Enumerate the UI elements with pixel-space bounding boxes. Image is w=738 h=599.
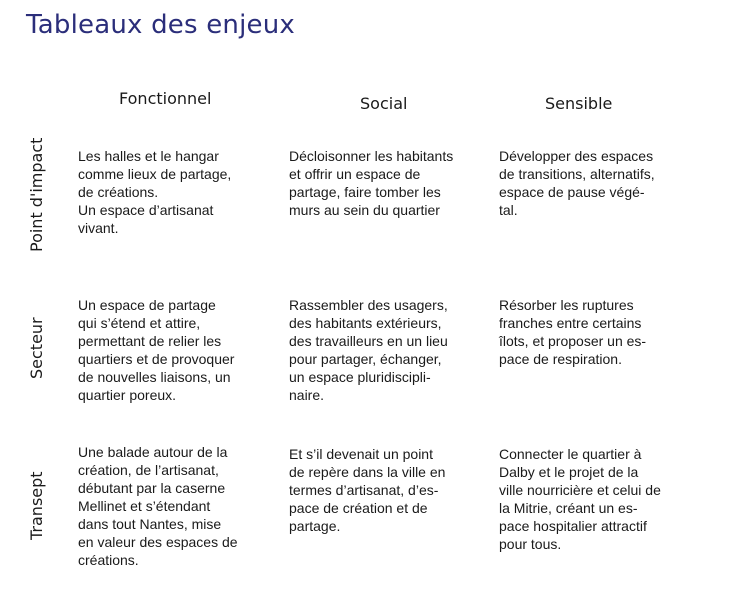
cell-secteur-fonctionnel <box>78 296 234 404</box>
cell-line: naire. <box>289 387 325 403</box>
cell-line: espace de pause végé- <box>499 184 645 200</box>
cell-line: qui s’étend et attire, <box>78 315 201 331</box>
cell-line: Un espace d’artisanat <box>78 202 214 218</box>
cell-line: tal. <box>499 202 518 218</box>
cell-transept-sensible <box>499 445 661 553</box>
cell-line: Dalby et le projet de la <box>499 464 639 480</box>
cell-line: de créations. <box>78 184 159 200</box>
cell-line: franches entre certains <box>499 315 642 331</box>
cell-line: de nouvelles liaisons, un <box>78 369 231 385</box>
cell-transept-social <box>289 445 445 535</box>
cell-transept-fonctionnel <box>78 443 238 569</box>
column-header-social: Social <box>360 94 408 113</box>
cell-line: partage, faire tomber les <box>289 184 441 200</box>
cell-line: Une balade autour de la <box>78 444 228 460</box>
cell-line: de transitions, alternatifs, <box>499 166 655 182</box>
cell-line: des travailleurs en un lieu <box>289 333 448 349</box>
cell-line: Décloisonner les habitants <box>289 148 454 164</box>
cell-point-d-impact-sensible <box>499 147 655 219</box>
cell-line: débutant par la caserne <box>78 480 226 496</box>
cell-line: des habitants extérieurs, <box>289 315 442 331</box>
cell-line: en valeur des espaces de <box>78 534 238 550</box>
column-header-fonctionnel: Fonctionnel <box>119 89 212 108</box>
cell-line: partage. <box>289 518 341 534</box>
row-header-point-d-impact: Point d'impact <box>27 137 46 252</box>
cell-line: pace hospitalier attractif <box>499 518 647 534</box>
cell-line: pace de respiration. <box>499 351 622 367</box>
cell-line: dans tout Nantes, mise <box>78 516 222 532</box>
cell-line: Résorber les ruptures <box>499 297 634 313</box>
cell-line: Développer des espaces <box>499 148 654 164</box>
cell-point-d-impact-fonctionnel <box>78 147 231 237</box>
cell-line: pour tous. <box>499 536 562 552</box>
cell-line: un espace pluridiscipli- <box>289 369 431 385</box>
cell-line: de repère dans la ville en <box>289 464 446 480</box>
cell-secteur-sensible <box>499 296 646 368</box>
cell-secteur-social <box>289 296 448 404</box>
cell-line: Rassembler des usagers, <box>289 297 448 313</box>
cell-line: pour partager, échanger, <box>289 351 442 367</box>
cell-line: ville nourricière et celui de <box>499 482 661 498</box>
cell-point-d-impact-social <box>289 147 453 219</box>
cell-line: Un espace de partage <box>78 297 216 313</box>
cell-line: permettant de relier les <box>78 333 222 349</box>
row-header-transept: Transept <box>27 471 46 540</box>
cell-line: comme lieux de partage, <box>78 166 232 182</box>
cell-line: la Mitrie, créant un es- <box>499 500 638 516</box>
cell-line: îlots, et proposer un es- <box>499 333 647 349</box>
cell-line: pace de création et de <box>289 500 428 516</box>
cell-line: termes d’artisanat, d’es- <box>289 482 439 498</box>
cell-line: vivant. <box>78 220 119 236</box>
cell-line: Connecter le quartier à <box>499 446 642 462</box>
cell-line: et offrir un espace de <box>289 166 421 182</box>
page-title: Tableaux des enjeux <box>26 10 295 40</box>
cell-line: Mellinet et s’étendant <box>78 498 211 514</box>
cell-line: Les halles et le hangar <box>78 148 219 164</box>
column-header-sensible: Sensible <box>545 94 613 113</box>
cell-line: quartier poreux. <box>78 387 177 403</box>
cell-line: création, de l’artisanat, <box>78 462 219 478</box>
cell-line: murs au sein du quartier <box>289 202 440 218</box>
cell-line: créations. <box>78 552 139 568</box>
cell-line: quartiers et de provoquer <box>78 351 235 367</box>
cell-line: Et s’il devenait un point <box>289 446 433 462</box>
row-header-secteur: Secteur <box>27 317 46 379</box>
